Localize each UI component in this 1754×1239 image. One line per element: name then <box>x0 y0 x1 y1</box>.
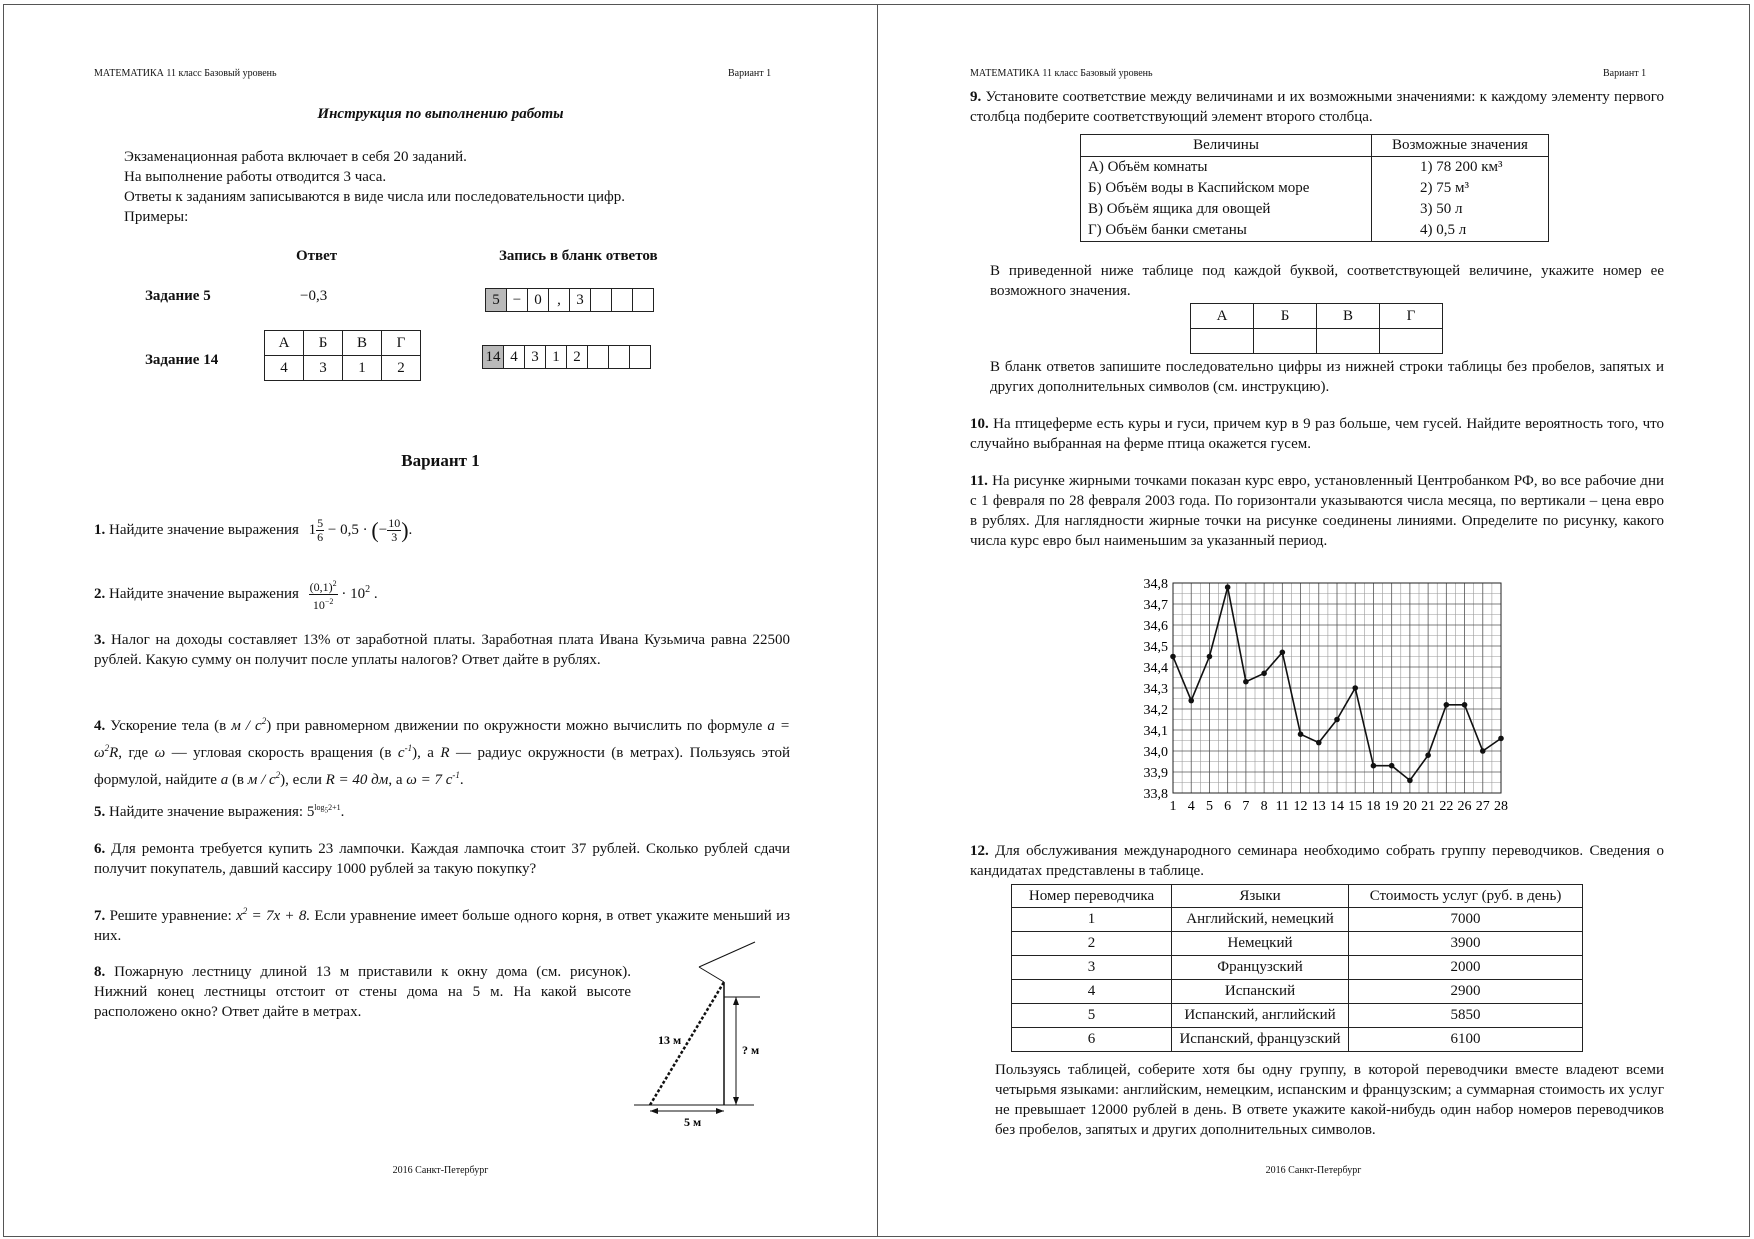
question-10 <box>970 414 1664 454</box>
question-text: На рисунке жирными точками показан курс евро, установленный Центробанком РФ, во все рабочие дни с 1 февраля по 28 февраля 2003 года. По горизонтали указываются числа месяца, по вертикали – цена евро в рублях. Для наглядности жирные точки на рисунке соединены линиями. Определите по рисунку, какого числа курс евро был наименьшим за указанный период. <box>970 473 1664 549</box>
x-tick-label: 14 <box>1330 799 1344 814</box>
y-tick-label: 34,7 <box>1143 598 1168 613</box>
question-text: Найдите значение выражения: <box>109 804 304 820</box>
x-tick-label: 20 <box>1402 799 1417 814</box>
table-cell: В) Объём ящика для овощей <box>1081 199 1372 220</box>
y-tick-label: 34,3 <box>1143 682 1168 697</box>
question-2 <box>94 577 378 612</box>
answer-cell: , <box>548 288 570 312</box>
q9-table <box>1080 134 1549 242</box>
example-answer-heading: Ответ <box>296 248 338 264</box>
data-point <box>1261 671 1267 677</box>
table-cell: 3900 <box>1349 932 1583 956</box>
question-number: 12. <box>970 843 989 859</box>
y-tick-label: 34,2 <box>1143 703 1168 718</box>
table-header: Языки <box>1172 885 1349 908</box>
x-tick-label: 28 <box>1494 799 1508 814</box>
question-text: Для ремонта требуется купить 23 лампочки. Каждая лампочка стоит 37 рублей. Сколько рублей сдачи получит покупатель, давший кассиру 1000 рублей за такую покупку? <box>94 841 790 877</box>
x-tick-label: 5 <box>1205 799 1213 814</box>
question-text: Решите уравнение: <box>109 908 232 924</box>
data-point <box>1225 584 1231 590</box>
question-3 <box>94 630 790 670</box>
data-point <box>1334 717 1340 723</box>
data-point <box>1188 698 1194 704</box>
formula-2: $\frac{(0,1)^2}{10^{-2}}$ · $10^2$ . <box>309 579 378 612</box>
data-point <box>1389 763 1395 769</box>
example-5-label: Задание 5 <box>145 288 211 304</box>
table-cell: Г) Объём банки сметаны <box>1081 220 1372 242</box>
table-header: Стоимость услуг (руб. в день) <box>1349 885 1583 908</box>
question-4: 4. Ускорение тела (в м / $с^2$) при равномерном движении по окружности можно вычислить по формуле $a = \omega^2R$, где ω — угловая скорость вращения (в $с^{-1}$), а R — радиус окружности (в метрах). Пользуясь этой формулой, найдите a (в м / $с^2$), если R = 40 дм, а ω = 7 $с^{-1}$. <box>94 716 791 788</box>
table-cell: 6 <box>1012 1028 1172 1052</box>
table-header: Возможные значения <box>1372 135 1549 157</box>
table-cell: 5 <box>1012 1004 1172 1028</box>
table-cell: 1) 78 200 км³ <box>1372 157 1549 179</box>
question-9 <box>970 87 1664 127</box>
answer-cell: 3 <box>524 345 546 369</box>
instruction-title: Инструкция по выполнению работы <box>317 106 564 122</box>
data-point <box>1480 748 1486 754</box>
table-cell: 1 <box>1012 908 1172 932</box>
ladder-base-label: 5 м <box>684 1115 702 1129</box>
question-number: 11. <box>970 473 988 489</box>
question-text: Пожарную лестницу длиной 13 м приставили к окну дома (см. рисунок). Нижний конец лестницы отстоит от стены дома на 5 м. На какой высоте расположено окно? Ответ дайте в метрах. <box>94 964 632 1020</box>
example-14-cells <box>482 345 650 369</box>
x-tick-label: 4 <box>1187 799 1195 814</box>
y-tick-label: 34,5 <box>1143 640 1168 655</box>
y-tick-label: 34,8 <box>1143 577 1168 592</box>
data-point <box>1170 654 1176 660</box>
question-number: 1. <box>94 521 106 538</box>
answer-cell: 3 <box>569 288 591 312</box>
q12-instruction: Пользуясь таблицей, соберите хотя бы одну группу, в которой переводчики вместе владеют всеми четырьмя языками: английским, немецким, испанским и французским; а суммарная стоимость их услуг не превышает 12000 рублей в день. В ответе укажите какой-нибудь один набор номеров переводчиков без пробелов, запятых и других дополнительных символов. <box>995 1062 1664 1138</box>
x-tick-label: 12 <box>1293 799 1308 814</box>
table-cell: 2000 <box>1349 956 1583 980</box>
data-point <box>1207 654 1213 660</box>
data-point <box>1316 740 1322 746</box>
question-number: 7. <box>94 908 106 924</box>
data-point <box>1243 679 1249 685</box>
footer: 2016 Санкт-Петербург <box>1265 1165 1362 1176</box>
table-row <box>1012 956 1583 980</box>
example-5-answer: −0,3 <box>300 288 328 304</box>
x-tick-label: 15 <box>1348 799 1363 814</box>
table-cell: 2 <box>1012 932 1172 956</box>
data-point <box>1280 650 1286 656</box>
question-text: Найдите значение выражения <box>109 585 299 602</box>
question-6 <box>94 839 790 879</box>
footer: 2016 Санкт-Петербург <box>392 1165 489 1176</box>
x-tick-label: 7 <box>1242 799 1250 814</box>
y-tick-label: 34,6 <box>1143 619 1168 634</box>
y-tick-label: 34,4 <box>1143 661 1168 676</box>
answer-slot <box>1254 329 1317 354</box>
question-number: 9. <box>970 89 982 105</box>
translators-table <box>1011 884 1583 1052</box>
answer-cell <box>587 345 609 369</box>
table-cell: Испанский <box>1172 980 1349 1004</box>
example-14-table <box>264 330 421 381</box>
example-14-letter: А <box>265 331 304 356</box>
y-tick-label: 33,9 <box>1143 766 1168 781</box>
data-point <box>1298 731 1304 737</box>
data-point <box>1371 763 1377 769</box>
x-tick-label: 6 <box>1224 799 1232 814</box>
x-tick-label: 18 <box>1366 799 1381 814</box>
table-cell: Немецкий <box>1172 932 1349 956</box>
question-number: 4. <box>94 718 106 734</box>
question-5 <box>94 798 344 822</box>
instr-line: Экзаменационная работа включает в себя 20 заданий. <box>124 149 467 165</box>
question-text: Установите соответствие между величинами и их возможными значениями: к каждому элементу первого столбца подберите соответствующий элемент второго столбца. <box>970 89 1664 125</box>
answer-slot <box>1191 329 1254 354</box>
x-tick-label: 8 <box>1260 799 1268 814</box>
instr-line: Примеры: <box>124 209 189 225</box>
example-14-letter: Г <box>382 331 421 356</box>
answer-cell: 0 <box>527 288 549 312</box>
answer-letter: Г <box>1380 304 1443 329</box>
data-point <box>1462 702 1468 708</box>
data-point <box>1407 778 1413 784</box>
instr-line: На выполнение работы отводится 3 часа. <box>124 169 387 185</box>
answer-cell: 2 <box>566 345 588 369</box>
y-tick-label: 34,0 <box>1143 745 1168 760</box>
answer-cell: 5 <box>485 288 507 312</box>
data-point <box>1498 736 1504 742</box>
question-text: Для обслуживания международного семинара необходимо собрать группу переводчиков. Сведения о кандидатах представлены в таблице. <box>970 843 1665 879</box>
x-tick-label: 1 <box>1169 799 1177 814</box>
table-cell: Б) Объём воды в Каспийском море <box>1081 178 1372 199</box>
example-14-digit: 2 <box>382 356 421 381</box>
answer-cell <box>629 345 651 369</box>
question-text: Найдите значение выражения <box>109 521 299 538</box>
x-tick-label: 26 <box>1457 799 1472 814</box>
table-cell: 4) 0,5 л <box>1372 220 1549 242</box>
question-number: 3. <box>94 632 106 648</box>
example-14-label: Задание 14 <box>145 352 219 368</box>
x-tick-label: 22 <box>1439 799 1454 814</box>
answer-cell: 14 <box>482 345 504 369</box>
table-cell: Английский, немецкий <box>1172 908 1349 932</box>
header-right: Вариант 1 <box>1603 68 1647 79</box>
table-cell: 4 <box>1012 980 1172 1004</box>
table-cell: 3 <box>1012 956 1172 980</box>
data-point <box>1425 752 1431 758</box>
answer-cell: − <box>506 288 528 312</box>
euro-rate-chart <box>1118 575 1508 821</box>
q9-answer-table <box>1190 303 1443 354</box>
ladder-length-label: 13 м <box>658 1033 682 1047</box>
y-tick-label: 33,8 <box>1143 787 1168 802</box>
formula-5: $5^{log_52+1}$. <box>306 803 345 820</box>
question-text: Если уравнение имеет больше одного корня, в ответ укажите меньший из них. <box>94 908 791 944</box>
example-14-digit: 3 <box>304 356 343 381</box>
x-tick-label: 13 <box>1311 799 1326 814</box>
answer-slot <box>1317 329 1380 354</box>
header-left: МАТЕМАТИКА 11 класс Базовый уровень <box>94 68 277 79</box>
table-cell: Испанский, французский <box>1172 1028 1349 1052</box>
example-14-letter: В <box>343 331 382 356</box>
table-cell: 7000 <box>1349 908 1583 932</box>
question-number: 2. <box>94 585 106 602</box>
question-1 <box>94 517 412 544</box>
answer-cell <box>632 288 654 312</box>
question-number: 10. <box>970 416 989 432</box>
header-right: Вариант 1 <box>728 68 772 79</box>
instruction-text <box>124 147 625 227</box>
answer-cell <box>611 288 633 312</box>
table-cell: Испанский, английский <box>1172 1004 1349 1028</box>
formula-1: 1 $\frac{5}{6}$ − 0,5 · (− $\frac{10}{3}$ ). <box>308 516 413 544</box>
table-row <box>1012 908 1583 932</box>
answer-cell <box>590 288 612 312</box>
example-14-letter: Б <box>304 331 343 356</box>
table-row <box>1012 980 1583 1004</box>
table-header: Величины <box>1081 135 1372 157</box>
answer-cell <box>608 345 630 369</box>
variant-title: Вариант 1 <box>401 451 480 470</box>
header-left: МАТЕМАТИКА 11 класс Базовый уровень <box>970 68 1153 79</box>
answer-letter: Б <box>1254 304 1317 329</box>
question-text: На птицеферме есть куры и гуси, причем кур в 9 раз больше, чем гусей. Найдите вероятность того, что случайно выбранная на ферме птица окажется гусем. <box>970 416 1665 452</box>
formula-7: $x^2 = 7x + 8$. <box>236 906 311 924</box>
answer-slot <box>1380 329 1443 354</box>
left-page <box>3 4 878 1237</box>
table-header: Номер переводчика <box>1012 885 1172 908</box>
table-cell: Французский <box>1172 956 1349 980</box>
x-tick-label: 11 <box>1275 799 1290 814</box>
question-text: Налог на доходы составляет 13% от заработной платы. Заработная плата Ивана Кузьмича равна 22500 рублей. Какую сумму он получит после уплаты налогов? Ответ дайте в рублях. <box>94 632 791 668</box>
table-cell: 2900 <box>1349 980 1583 1004</box>
question-number: 5. <box>94 804 106 820</box>
q9-instruction: В приведенной ниже таблице под каждой буквой, соответствующей величине, укажите номер ее возможного значения. <box>990 263 1664 299</box>
example-14-digit: 1 <box>343 356 382 381</box>
question-8 <box>94 962 631 1022</box>
x-tick-label: 27 <box>1475 799 1490 814</box>
answer-cell: 4 <box>503 345 525 369</box>
table-cell: 6100 <box>1349 1028 1583 1052</box>
table-row <box>1012 932 1583 956</box>
right-page <box>877 4 1750 1237</box>
answer-cell: 1 <box>545 345 567 369</box>
instr-line: Ответы к заданиям записываются в виде числа или последовательности цифр. <box>124 189 625 205</box>
example-5-cells <box>485 288 653 312</box>
table-cell: А) Объём комнаты <box>1081 157 1372 179</box>
x-tick-label: 19 <box>1384 799 1399 814</box>
example-blank-heading: Запись в бланк ответов <box>499 248 658 264</box>
question-11 <box>970 471 1664 551</box>
question-number: 6. <box>94 841 106 857</box>
data-point <box>1352 685 1358 691</box>
y-tick-label: 34,1 <box>1143 724 1168 739</box>
example-14-digit: 4 <box>265 356 304 381</box>
answer-letter: А <box>1191 304 1254 329</box>
table-cell: 5850 <box>1349 1004 1583 1028</box>
data-point <box>1444 702 1450 708</box>
answer-letter: В <box>1317 304 1380 329</box>
table-row <box>1012 1004 1583 1028</box>
ladder-height-label: ? м <box>742 1043 760 1057</box>
table-row <box>1012 1028 1583 1052</box>
x-tick-label: 21 <box>1421 799 1436 814</box>
ladder-figure <box>634 935 774 1135</box>
table-cell: 2) 75 м³ <box>1372 178 1549 199</box>
question-number: 8. <box>94 964 106 980</box>
q9-instruction-2: В бланк ответов запишите последовательно цифры из нижней строки таблицы без пробелов, запятых и других дополнительных символов (см. инструкцию). <box>990 359 1664 395</box>
question-12 <box>970 841 1664 881</box>
table-cell: 3) 50 л <box>1372 199 1549 220</box>
